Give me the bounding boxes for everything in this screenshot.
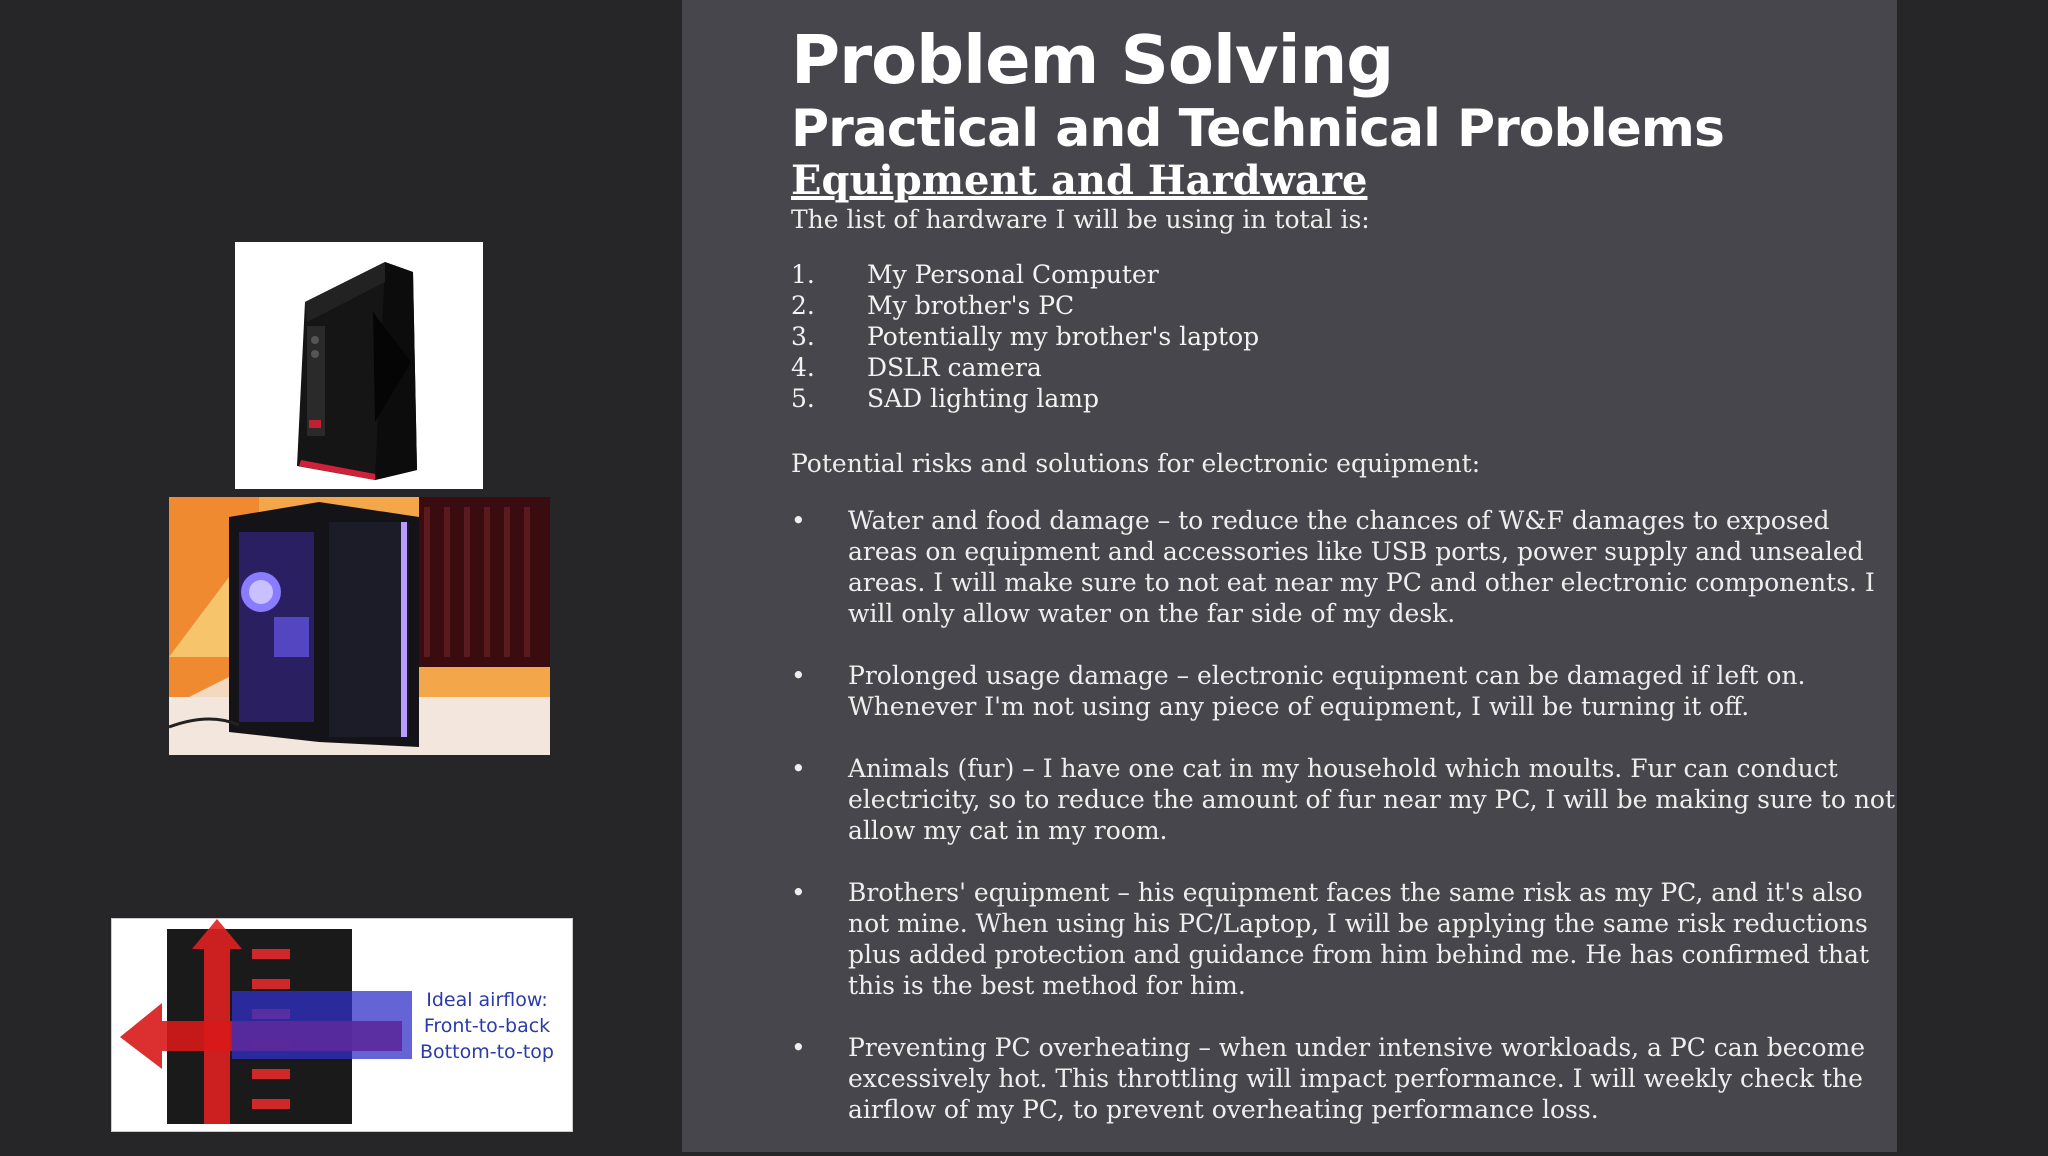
right-margin [1897, 0, 2048, 1152]
list-item [791, 321, 1901, 352]
hardware-intro: The list of hardware I will be using in total is: [791, 205, 1370, 234]
list-item [791, 753, 1901, 846]
risk-text: Animals (fur) – I have one cat in my household which moults. Fur can conduct electricity, so to reduce the amount of fur near my PC, I will be making sure to not allow my cat in my room. [848, 754, 1896, 845]
list-item [791, 877, 1901, 1001]
airflow-caption-line: Ideal airflow: [426, 989, 548, 1011]
risks-list [791, 505, 1901, 1125]
risk-text: Water and food damage – to reduce the chances of W&F damages to exposed areas on equipment and accessories like USB ports, power supply and unsealed areas. I will make sure to not eat near my PC and other electronic components. I will only allow water on the far side of my desk. [848, 506, 1875, 628]
airflow-diagram [111, 918, 573, 1132]
risks-intro: Potential risks and solutions for electronic equipment: [791, 449, 1481, 478]
risk-text: Prolonged usage damage – electronic equipment can be damaged if left on. Whenever I'm not using any piece of equipment, I will be turning it off. [848, 661, 1806, 721]
list-item [791, 352, 1901, 383]
airflow-caption [412, 987, 562, 1065]
list-text: DSLR camera [867, 353, 1042, 382]
risk-text: Preventing PC overheating – when under intensive workloads, a PC can become excessively hot. This throttling will impact performance. I will weekly check the airflow of my PC, to prevent overheating performance loss. [848, 1033, 1866, 1124]
list-text: Potentially my brother's laptop [867, 322, 1260, 351]
bullet: • [791, 506, 806, 535]
slide-content [791, 20, 1901, 1156]
section-heading: Equipment and Hardware [791, 157, 1368, 204]
list-number: 3. [791, 322, 815, 351]
list-item [791, 259, 1901, 290]
list-number: 1. [791, 260, 815, 289]
bullet: • [791, 1033, 806, 1062]
bullet: • [791, 878, 806, 907]
list-text: My brother's PC [867, 291, 1075, 320]
rgb-pc-photo [169, 497, 550, 755]
list-item [791, 1032, 1901, 1125]
slide-title: Problem Solving [791, 21, 1394, 99]
list-item [791, 383, 1901, 414]
list-text: SAD lighting lamp [867, 384, 1099, 413]
bullet: • [791, 754, 806, 783]
hardware-list [791, 259, 1901, 414]
risk-text: Brothers' equipment – his equipment faces the same risk as my PC, and it's also not mine. When using his PC/Laptop, I will be applying the same risk reductions plus added protection and guidance from him behind me. He has confirmed that this is the best method for him. [848, 878, 1869, 1000]
slide-subtitle: Practical and Technical Problems [791, 99, 1724, 159]
list-item [791, 505, 1901, 629]
bullet: • [791, 661, 806, 690]
list-item [791, 290, 1901, 321]
list-item [791, 660, 1901, 722]
airflow-caption-line: Bottom-to-top [420, 1041, 554, 1063]
list-text: My Personal Computer [867, 260, 1159, 289]
list-number: 4. [791, 353, 815, 382]
pc-case-photo [235, 242, 483, 489]
list-number: 2. [791, 291, 815, 320]
airflow-caption-line: Front-to-back [423, 1015, 551, 1037]
list-number: 5. [791, 384, 815, 413]
